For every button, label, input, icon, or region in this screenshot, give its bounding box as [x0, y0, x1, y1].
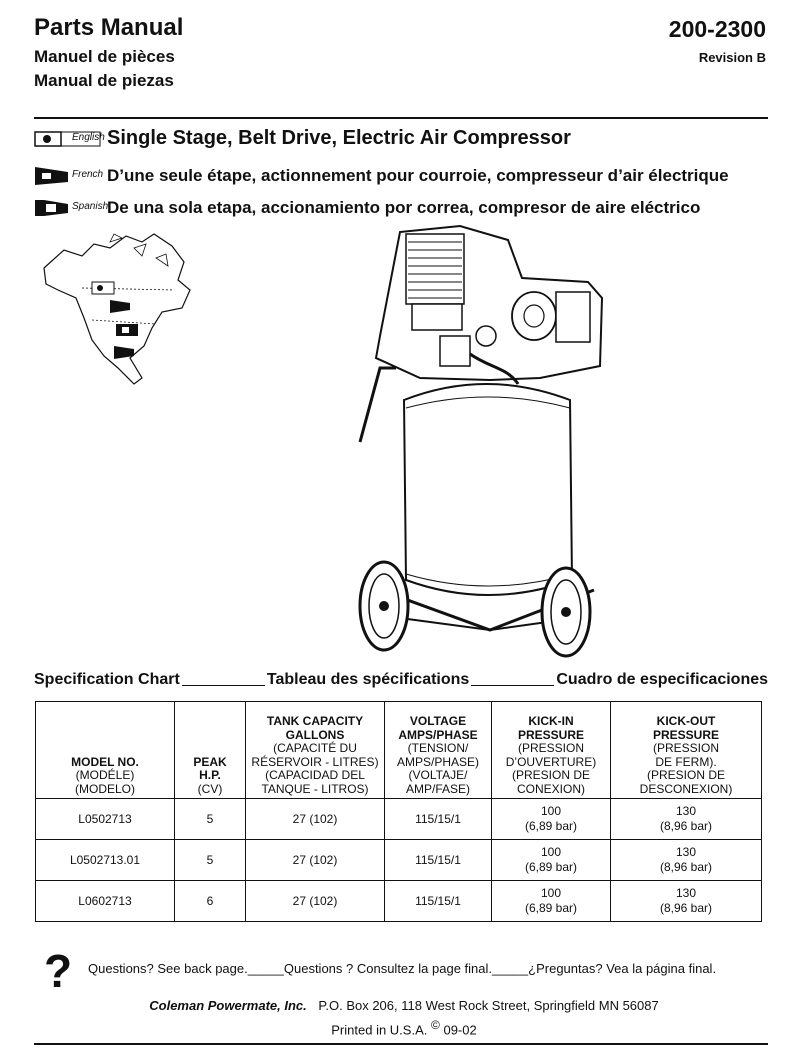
- lang-row-spanish: [34, 198, 700, 218]
- french-flag-icon: [34, 166, 102, 186]
- cell-model: L0502713.01: [36, 840, 175, 881]
- spec-table: [35, 701, 762, 922]
- table-row: [36, 799, 762, 840]
- cell-tank: 27 (102): [246, 840, 385, 881]
- english-flag-icon: [34, 129, 105, 149]
- questions-text: Questions? See back page._____Questions ? Consultez la page final._____¿Preguntas? Vea la página final.: [88, 961, 717, 976]
- col-kick-in: KICK-IN PRESSURE (PRESSION D’OUVERTURE) (PRESION DE CONEXION): [492, 702, 611, 799]
- table-row: [36, 840, 762, 881]
- cell-voltage: 115/15/1: [385, 881, 492, 922]
- cell-tank: 27 (102): [246, 881, 385, 922]
- printed-line: [0, 1018, 808, 1037]
- flag-label-english: English: [72, 131, 105, 143]
- cell-kick-in: 100 (6,89 bar): [492, 840, 611, 881]
- title-french: D’une seule étape, actionnement pour courroie, compresseur d’air électrique: [107, 166, 729, 185]
- cell-model: L0502713: [36, 799, 175, 840]
- air-compressor-illustration: [340, 218, 630, 658]
- cell-tank: 27 (102): [246, 799, 385, 840]
- spec-title-es: Cuadro de especificaciones: [556, 671, 769, 688]
- cell-hp: 6: [175, 881, 246, 922]
- spec-title-divider: [182, 671, 265, 686]
- col-model: MODEL NO. (MODÉLE) (MODELO): [36, 702, 175, 799]
- copyright-icon: ©: [431, 1018, 440, 1032]
- flag-label-spanish: Spanish: [72, 201, 109, 212]
- lang-row-english: [34, 127, 571, 150]
- manual-title-fr: Manuel de pièces: [34, 47, 175, 66]
- spec-title-en: Specification Chart: [34, 671, 180, 688]
- cell-hp: 5: [175, 840, 246, 881]
- cell-kick-in: 100 (6,89 bar): [492, 799, 611, 840]
- north-america-map-image: [34, 228, 204, 388]
- col-tank-capacity: TANK CAPACITY GALLONS (CAPACITÉ DU RÉSERVOIR - LITRES) (CAPACIDAD DEL TANQUE - LITROS): [246, 702, 385, 799]
- col-voltage: VOLTAGE AMPS/PHASE (TENSION/ AMPS/PHASE) (VOLTAJE/ AMP/FASE): [385, 702, 492, 799]
- address-text: P.O. Box 206, 118 West Rock Street, Springfield MN 56087: [318, 998, 659, 1013]
- footer-rule: [34, 1043, 768, 1045]
- spec-header-row: [36, 702, 762, 799]
- spec-chart-heading: [34, 671, 768, 689]
- col-kick-out: KICK-OUT PRESSURE (PRESSION DE FERM). (PRESION DE DESCONEXION): [611, 702, 762, 799]
- doc-number: 200-2300: [668, 16, 766, 42]
- manual-title-es: Manual de piezas: [34, 71, 174, 90]
- cell-voltage: 115/15/1: [385, 799, 492, 840]
- cell-kick-out: 130 (8,96 bar): [611, 840, 762, 881]
- title-english: Single Stage, Belt Drive, Electric Air Compressor: [107, 127, 571, 149]
- table-row: [36, 881, 762, 922]
- printed-prefix: Printed in U.S.A.: [331, 1022, 428, 1038]
- title-spanish: De una sola etapa, accionamiento por correa, compresor de aire eléctrico: [107, 198, 701, 217]
- col-peak-hp: PEAK H.P. (CV): [175, 702, 246, 799]
- company-name: Coleman Powermate, Inc.: [149, 998, 307, 1013]
- question-mark-icon: ?: [44, 945, 73, 997]
- lang-row-french: [34, 166, 729, 186]
- manual-title: Parts Manual: [34, 14, 184, 41]
- cell-kick-out: 130 (8,96 bar): [611, 799, 762, 840]
- cell-kick-in: 100 (6,89 bar): [492, 881, 611, 922]
- cell-hp: 5: [175, 799, 246, 840]
- revision-label: Revision B: [698, 50, 766, 65]
- company-address: [0, 998, 808, 1013]
- printed-date: 09-02: [443, 1022, 477, 1038]
- flag-label-french: French: [72, 169, 104, 180]
- cell-voltage: 115/15/1: [385, 840, 492, 881]
- spanish-flag-icon: [34, 198, 109, 218]
- header-rule: [34, 117, 768, 119]
- spec-title-divider: [471, 671, 554, 686]
- cell-kick-out: 130 (8,96 bar): [611, 881, 762, 922]
- spec-title-fr: Tableau des spécifications: [266, 671, 470, 688]
- cell-model: L0602713: [36, 881, 175, 922]
